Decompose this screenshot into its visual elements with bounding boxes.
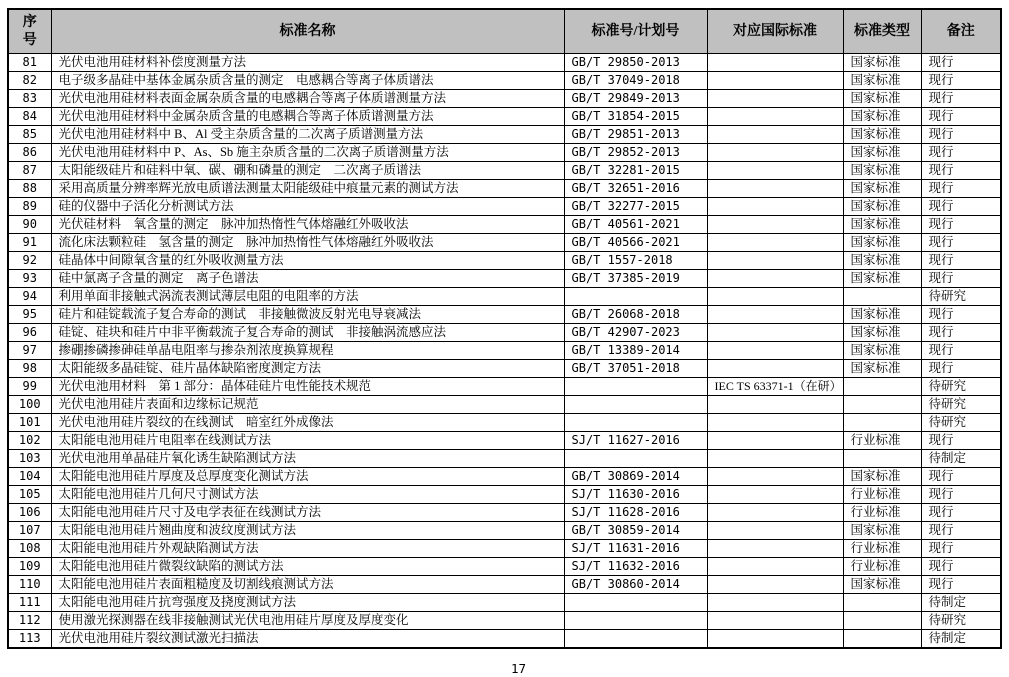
cell-remark: 现行 <box>921 504 1001 522</box>
cell-code: GB/T 30859-2014 <box>564 522 707 540</box>
table-row <box>8 288 1001 306</box>
cell-remark: 现行 <box>921 144 1001 162</box>
cell-no: 96 <box>8 324 51 342</box>
cell-no: 89 <box>8 198 51 216</box>
cell-remark: 现行 <box>921 468 1001 486</box>
table-body <box>8 54 1001 649</box>
cell-code <box>564 288 707 306</box>
table-row <box>8 198 1001 216</box>
cell-intl <box>707 414 843 432</box>
col-header-name: 标准名称 <box>51 9 564 54</box>
cell-type: 行业标准 <box>843 432 921 450</box>
cell-type: 国家标准 <box>843 90 921 108</box>
cell-name: 光伏电池用硅材料表面金属杂质含量的电感耦合等离子体质谱测量方法 <box>51 90 564 108</box>
table-row <box>8 486 1001 504</box>
table-row <box>8 594 1001 612</box>
cell-remark: 现行 <box>921 162 1001 180</box>
cell-remark: 现行 <box>921 90 1001 108</box>
cell-no: 91 <box>8 234 51 252</box>
cell-intl <box>707 558 843 576</box>
cell-intl <box>707 54 843 72</box>
cell-name: 太阳能级多晶硅锭、硅片晶体缺陷密度测定方法 <box>51 360 564 378</box>
table-row <box>8 558 1001 576</box>
cell-intl <box>707 252 843 270</box>
table-row <box>8 378 1001 396</box>
cell-intl <box>707 234 843 252</box>
cell-intl <box>707 162 843 180</box>
cell-intl <box>707 630 843 649</box>
cell-no: 85 <box>8 126 51 144</box>
cell-code: SJ/T 11630-2016 <box>564 486 707 504</box>
cell-intl <box>707 216 843 234</box>
page-number: 17 <box>510 661 527 676</box>
cell-intl <box>707 576 843 594</box>
cell-name: 硅片和硅锭载流子复合寿命的测试 非接触微波反射光电导衰减法 <box>51 306 564 324</box>
cell-code: SJ/T 11631-2016 <box>564 540 707 558</box>
cell-intl <box>707 288 843 306</box>
cell-code: GB/T 37049-2018 <box>564 72 707 90</box>
cell-type <box>843 396 921 414</box>
cell-name: 太阳能电池用硅片外观缺陷测试方法 <box>51 540 564 558</box>
cell-intl <box>707 342 843 360</box>
cell-code: GB/T 31854-2015 <box>564 108 707 126</box>
cell-remark: 待研究 <box>921 612 1001 630</box>
cell-remark: 现行 <box>921 360 1001 378</box>
cell-name: 使用激光探测器在线非接触测试光伏电池用硅片厚度及厚度变化 <box>51 612 564 630</box>
cell-intl <box>707 144 843 162</box>
cell-type: 行业标准 <box>843 558 921 576</box>
cell-remark: 待制定 <box>921 630 1001 649</box>
cell-intl <box>707 108 843 126</box>
table-row <box>8 216 1001 234</box>
cell-remark: 现行 <box>921 252 1001 270</box>
cell-no: 92 <box>8 252 51 270</box>
cell-remark: 现行 <box>921 522 1001 540</box>
cell-name: 光伏电池用硅材料中 P、As、Sb 施主杂质含量的二次离子质谱测量方法 <box>51 144 564 162</box>
cell-intl <box>707 612 843 630</box>
table-row <box>8 162 1001 180</box>
cell-name: 硅中氯离子含量的测定 离子色谱法 <box>51 270 564 288</box>
cell-no: 86 <box>8 144 51 162</box>
cell-name: 采用高质量分辨率辉光放电质谱法测量太阳能级硅中痕量元素的测试方法 <box>51 180 564 198</box>
cell-remark: 待制定 <box>921 450 1001 468</box>
cell-type: 国家标准 <box>843 360 921 378</box>
cell-no: 107 <box>8 522 51 540</box>
cell-no: 113 <box>8 630 51 649</box>
cell-code: GB/T 29850-2013 <box>564 54 707 72</box>
table-row <box>8 342 1001 360</box>
cell-type: 国家标准 <box>843 252 921 270</box>
cell-type: 国家标准 <box>843 576 921 594</box>
cell-remark: 现行 <box>921 324 1001 342</box>
col-header-type: 标准类型 <box>843 9 921 54</box>
cell-code <box>564 630 707 649</box>
cell-intl <box>707 180 843 198</box>
cell-name: 太阳能电池用硅片翘曲度和波纹度测试方法 <box>51 522 564 540</box>
cell-name: 太阳能级硅片和硅料中氧、碳、硼和磷量的测定 二次离子质谱法 <box>51 162 564 180</box>
cell-intl <box>707 270 843 288</box>
cell-remark: 现行 <box>921 180 1001 198</box>
cell-intl <box>707 522 843 540</box>
cell-remark: 现行 <box>921 558 1001 576</box>
table-row <box>8 432 1001 450</box>
cell-remark: 现行 <box>921 126 1001 144</box>
cell-remark: 现行 <box>921 108 1001 126</box>
cell-code: GB/T 30860-2014 <box>564 576 707 594</box>
cell-no: 94 <box>8 288 51 306</box>
cell-code <box>564 414 707 432</box>
cell-no: 88 <box>8 180 51 198</box>
cell-no: 83 <box>8 90 51 108</box>
cell-no: 98 <box>8 360 51 378</box>
cell-remark: 待制定 <box>921 594 1001 612</box>
cell-type: 行业标准 <box>843 504 921 522</box>
cell-remark: 现行 <box>921 198 1001 216</box>
cell-type: 国家标准 <box>843 54 921 72</box>
cell-name: 流化床法颗粒硅 氢含量的测定 脉冲加热惰性气体熔融红外吸收法 <box>51 234 564 252</box>
table-row <box>8 180 1001 198</box>
table-row <box>8 108 1001 126</box>
cell-type: 国家标准 <box>843 270 921 288</box>
cell-intl <box>707 450 843 468</box>
cell-code: GB/T 13389-2014 <box>564 342 707 360</box>
cell-name: 光伏电池用硅片表面和边缘标记规范 <box>51 396 564 414</box>
table-row <box>8 396 1001 414</box>
table-row <box>8 576 1001 594</box>
cell-code: GB/T 37385-2019 <box>564 270 707 288</box>
cell-type <box>843 630 921 649</box>
cell-no: 84 <box>8 108 51 126</box>
cell-code: GB/T 32277-2015 <box>564 198 707 216</box>
cell-intl <box>707 540 843 558</box>
cell-intl <box>707 324 843 342</box>
cell-type <box>843 414 921 432</box>
cell-remark: 现行 <box>921 576 1001 594</box>
table-row <box>8 414 1001 432</box>
cell-no: 103 <box>8 450 51 468</box>
cell-type: 国家标准 <box>843 108 921 126</box>
cell-type <box>843 288 921 306</box>
cell-intl <box>707 504 843 522</box>
table-row <box>8 504 1001 522</box>
cell-name: 光伏电池用单晶硅片氧化诱生缺陷测试方法 <box>51 450 564 468</box>
cell-name: 利用单面非接触式涡流表测试薄层电阻的电阻率的方法 <box>51 288 564 306</box>
cell-remark: 待研究 <box>921 378 1001 396</box>
cell-name: 光伏电池用硅材料中金属杂质含量的电感耦合等离子体质谱测量方法 <box>51 108 564 126</box>
cell-remark: 现行 <box>921 432 1001 450</box>
table-row <box>8 54 1001 72</box>
cell-type: 国家标准 <box>843 198 921 216</box>
table-row <box>8 144 1001 162</box>
cell-code: GB/T 29852-2013 <box>564 144 707 162</box>
cell-code <box>564 594 707 612</box>
cell-code: GB/T 32651-2016 <box>564 180 707 198</box>
standards-table <box>7 8 1002 649</box>
cell-no: 90 <box>8 216 51 234</box>
cell-type: 国家标准 <box>843 234 921 252</box>
cell-no: 101 <box>8 414 51 432</box>
cell-name: 光伏电池用硅片裂纹测试激光扫描法 <box>51 630 564 649</box>
cell-code <box>564 612 707 630</box>
col-header-remark: 备注 <box>921 9 1001 54</box>
cell-no: 108 <box>8 540 51 558</box>
cell-remark: 现行 <box>921 540 1001 558</box>
table-row <box>8 270 1001 288</box>
cell-name: 太阳能电池用硅片微裂纹缺陷的测试方法 <box>51 558 564 576</box>
cell-type: 行业标准 <box>843 540 921 558</box>
cell-code: GB/T 26068-2018 <box>564 306 707 324</box>
cell-remark: 现行 <box>921 234 1001 252</box>
cell-code: GB/T 37051-2018 <box>564 360 707 378</box>
cell-type: 国家标准 <box>843 216 921 234</box>
table-row <box>8 306 1001 324</box>
cell-no: 87 <box>8 162 51 180</box>
cell-remark: 现行 <box>921 72 1001 90</box>
cell-intl <box>707 126 843 144</box>
cell-code: GB/T 42907-2023 <box>564 324 707 342</box>
table-row <box>8 612 1001 630</box>
cell-remark: 现行 <box>921 342 1001 360</box>
cell-no: 99 <box>8 378 51 396</box>
cell-name: 太阳能电池用硅片抗弯强度及挠度测试方法 <box>51 594 564 612</box>
cell-remark: 待研究 <box>921 414 1001 432</box>
table-row <box>8 72 1001 90</box>
table-row <box>8 126 1001 144</box>
cell-name: 太阳能电池用硅片尺寸及电学表征在线测试方法 <box>51 504 564 522</box>
cell-code <box>564 396 707 414</box>
cell-code: SJ/T 11628-2016 <box>564 504 707 522</box>
cell-code <box>564 450 707 468</box>
table-row <box>8 450 1001 468</box>
cell-intl <box>707 72 843 90</box>
cell-no: 112 <box>8 612 51 630</box>
cell-name: 硅的仪器中子活化分析测试方法 <box>51 198 564 216</box>
cell-type: 国家标准 <box>843 468 921 486</box>
table-row <box>8 540 1001 558</box>
cell-no: 102 <box>8 432 51 450</box>
cell-code: SJ/T 11627-2016 <box>564 432 707 450</box>
cell-name: 光伏电池用硅片裂纹的在线测试 暗室红外成像法 <box>51 414 564 432</box>
header-row <box>8 9 1001 54</box>
cell-code <box>564 378 707 396</box>
cell-intl <box>707 90 843 108</box>
cell-intl <box>707 396 843 414</box>
table-row <box>8 90 1001 108</box>
table-row <box>8 234 1001 252</box>
cell-intl <box>707 468 843 486</box>
cell-intl <box>707 360 843 378</box>
cell-name: 太阳能电池用硅片几何尺寸测试方法 <box>51 486 564 504</box>
col-header-no: 序号 <box>8 9 51 54</box>
cell-type: 国家标准 <box>843 342 921 360</box>
col-header-intl: 对应国际标准 <box>707 9 843 54</box>
cell-name: 光伏电池用硅材料中 B、Al 受主杂质含量的二次离子质谱测量方法 <box>51 126 564 144</box>
cell-no: 82 <box>8 72 51 90</box>
cell-type: 国家标准 <box>843 180 921 198</box>
cell-intl <box>707 306 843 324</box>
cell-type <box>843 450 921 468</box>
cell-type <box>843 594 921 612</box>
cell-remark: 现行 <box>921 306 1001 324</box>
cell-no: 104 <box>8 468 51 486</box>
col-header-code: 标准号/计划号 <box>564 9 707 54</box>
table-row <box>8 522 1001 540</box>
cell-name: 太阳能电池用硅片表面粗糙度及切割线痕测试方法 <box>51 576 564 594</box>
table-row <box>8 360 1001 378</box>
table-header <box>8 9 1001 54</box>
cell-intl <box>707 486 843 504</box>
cell-code: GB/T 32281-2015 <box>564 162 707 180</box>
cell-remark: 现行 <box>921 216 1001 234</box>
cell-code: GB/T 40561-2021 <box>564 216 707 234</box>
cell-code: GB/T 29849-2013 <box>564 90 707 108</box>
cell-name: 光伏电池用硅材料补偿度测量方法 <box>51 54 564 72</box>
table-row <box>8 630 1001 649</box>
cell-type: 国家标准 <box>843 306 921 324</box>
cell-type: 国家标准 <box>843 126 921 144</box>
cell-remark: 待研究 <box>921 288 1001 306</box>
cell-type: 国家标准 <box>843 522 921 540</box>
cell-code: GB/T 29851-2013 <box>564 126 707 144</box>
cell-no: 100 <box>8 396 51 414</box>
table-row <box>8 252 1001 270</box>
table-row <box>8 324 1001 342</box>
cell-no: 93 <box>8 270 51 288</box>
cell-name: 太阳能电池用硅片厚度及总厚度变化测试方法 <box>51 468 564 486</box>
table-row <box>8 468 1001 486</box>
cell-remark: 待研究 <box>921 396 1001 414</box>
cell-no: 109 <box>8 558 51 576</box>
cell-intl: IEC TS 63371-1（在研） <box>707 378 843 396</box>
cell-type: 国家标准 <box>843 324 921 342</box>
cell-remark: 现行 <box>921 486 1001 504</box>
cell-type: 行业标准 <box>843 486 921 504</box>
cell-code: SJ/T 11632-2016 <box>564 558 707 576</box>
cell-remark: 现行 <box>921 54 1001 72</box>
cell-no: 106 <box>8 504 51 522</box>
cell-code: GB/T 1557-2018 <box>564 252 707 270</box>
cell-name: 硅锭、硅块和硅片中非平衡载流子复合寿命的测试 非接触涡流感应法 <box>51 324 564 342</box>
cell-no: 105 <box>8 486 51 504</box>
cell-remark: 现行 <box>921 270 1001 288</box>
cell-name: 光伏硅材料 氧含量的测定 脉冲加热惰性气体熔融红外吸收法 <box>51 216 564 234</box>
cell-type: 国家标准 <box>843 72 921 90</box>
cell-name: 光伏电池用材料 第 1 部分：晶体硅硅片电性能技术规范 <box>51 378 564 396</box>
cell-name: 硅晶体中间隙氧含量的红外吸收测量方法 <box>51 252 564 270</box>
cell-no: 95 <box>8 306 51 324</box>
cell-intl <box>707 594 843 612</box>
cell-no: 97 <box>8 342 51 360</box>
cell-no: 110 <box>8 576 51 594</box>
cell-name: 太阳能电池用硅片电阻率在线测试方法 <box>51 432 564 450</box>
cell-code: GB/T 40566-2021 <box>564 234 707 252</box>
cell-no: 111 <box>8 594 51 612</box>
cell-name: 电子级多晶硅中基体金属杂质含量的测定 电感耦合等离子体质谱法 <box>51 72 564 90</box>
cell-type: 国家标准 <box>843 162 921 180</box>
cell-name: 掺硼掺磷掺砷硅单晶电阻率与掺杂剂浓度换算规程 <box>51 342 564 360</box>
cell-no: 81 <box>8 54 51 72</box>
cell-intl <box>707 432 843 450</box>
cell-type <box>843 378 921 396</box>
cell-code: GB/T 30869-2014 <box>564 468 707 486</box>
cell-type: 国家标准 <box>843 144 921 162</box>
cell-type <box>843 612 921 630</box>
cell-intl <box>707 198 843 216</box>
